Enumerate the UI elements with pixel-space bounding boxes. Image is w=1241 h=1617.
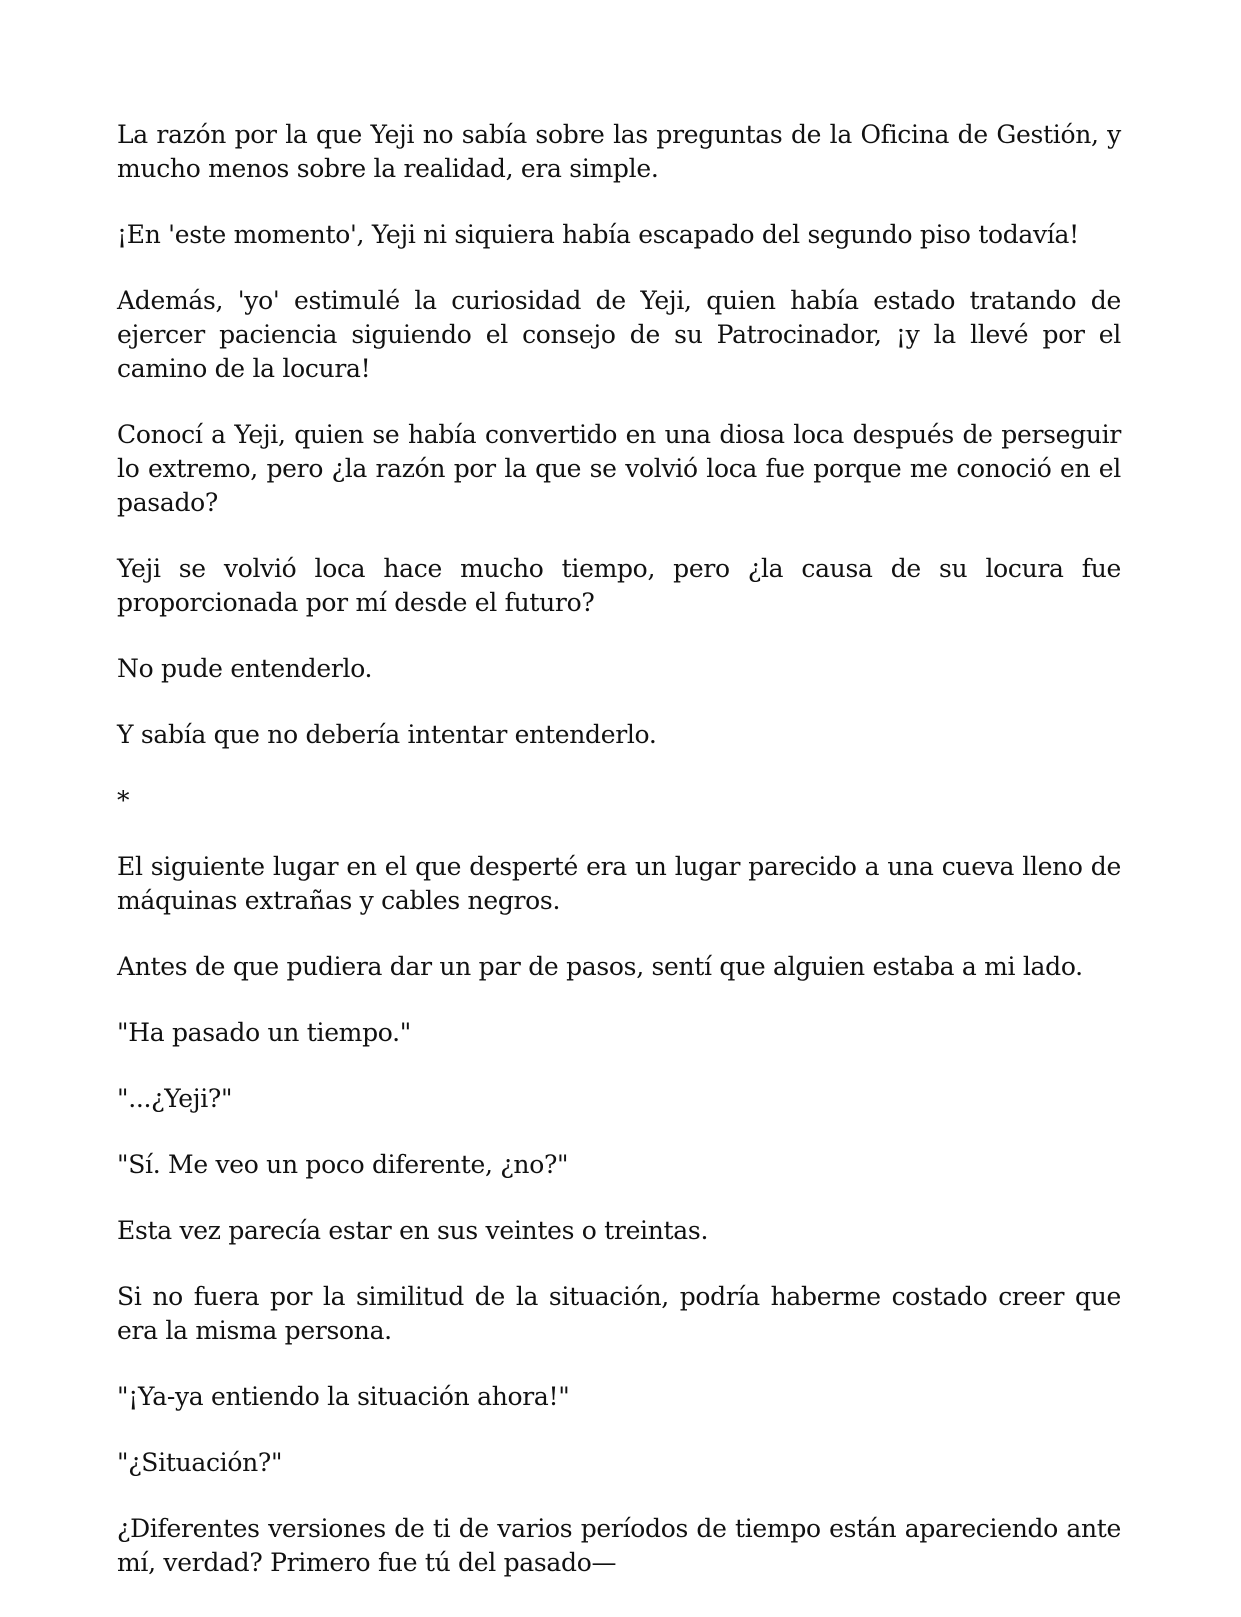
paragraph: La razón por la que Yeji no sabía sobre las preguntas de la Oficina de Gestión, y mucho menos sobre la realidad, era simple. [117, 120, 1121, 183]
paragraph: ¿Diferentes versiones de ti de varios períodos de tiempo están apareciendo ante mí, verdad? Primero fue tú del pasado— [117, 1514, 1121, 1577]
paragraph: Yeji se volvió loca hace mucho tiempo, pero ¿la causa de su locura fue proporcionada por mí desde el futuro? [117, 554, 1121, 617]
paragraph: Esta vez parecía estar en sus veintes o treintas. [117, 1216, 709, 1245]
dialogue-line: "...¿Yeji?" [117, 1084, 233, 1113]
paragraph: Conocí a Yeji, quien se había convertido en una diosa loca después de perseguir lo extremo, pero ¿la razón por la que se volvió loca fue porque me conoció en el pasado? [117, 420, 1121, 517]
paragraph: Si no fuera por la similitud de la situación, podría haberme costado creer que era la misma persona. [117, 1282, 1121, 1345]
paragraph: No pude entenderlo. [117, 654, 373, 683]
dialogue-line: "¡Ya-ya entiendo la situación ahora!" [117, 1382, 570, 1411]
scene-break: * [117, 786, 130, 815]
paragraph: Además, 'yo' estimulé la curiosidad de Yeji, quien había estado tratando de ejercer paciencia siguiendo el consejo de su Patrocinador, ¡y la llevé por el camino de la locura! [117, 286, 1121, 383]
dialogue-line: "Sí. Me veo un poco diferente, ¿no?" [117, 1150, 569, 1179]
paragraph: Y sabía que no debería intentar entenderlo. [117, 720, 657, 749]
paragraph: Antes de que pudiera dar un par de pasos, sentí que alguien estaba a mi lado. [117, 952, 1083, 981]
dialogue-line: "¿Situación?" [117, 1448, 283, 1477]
paragraph: ¡En 'este momento', Yeji ni siquiera había escapado del segundo piso todavía! [117, 220, 1079, 249]
dialogue-line: "Ha pasado un tiempo." [117, 1018, 411, 1047]
document-body [117, 118, 1121, 1612]
paragraph: El siguiente lugar en el que desperté era un lugar parecido a una cueva lleno de máquinas extrañas y cables negros. [117, 852, 1121, 915]
